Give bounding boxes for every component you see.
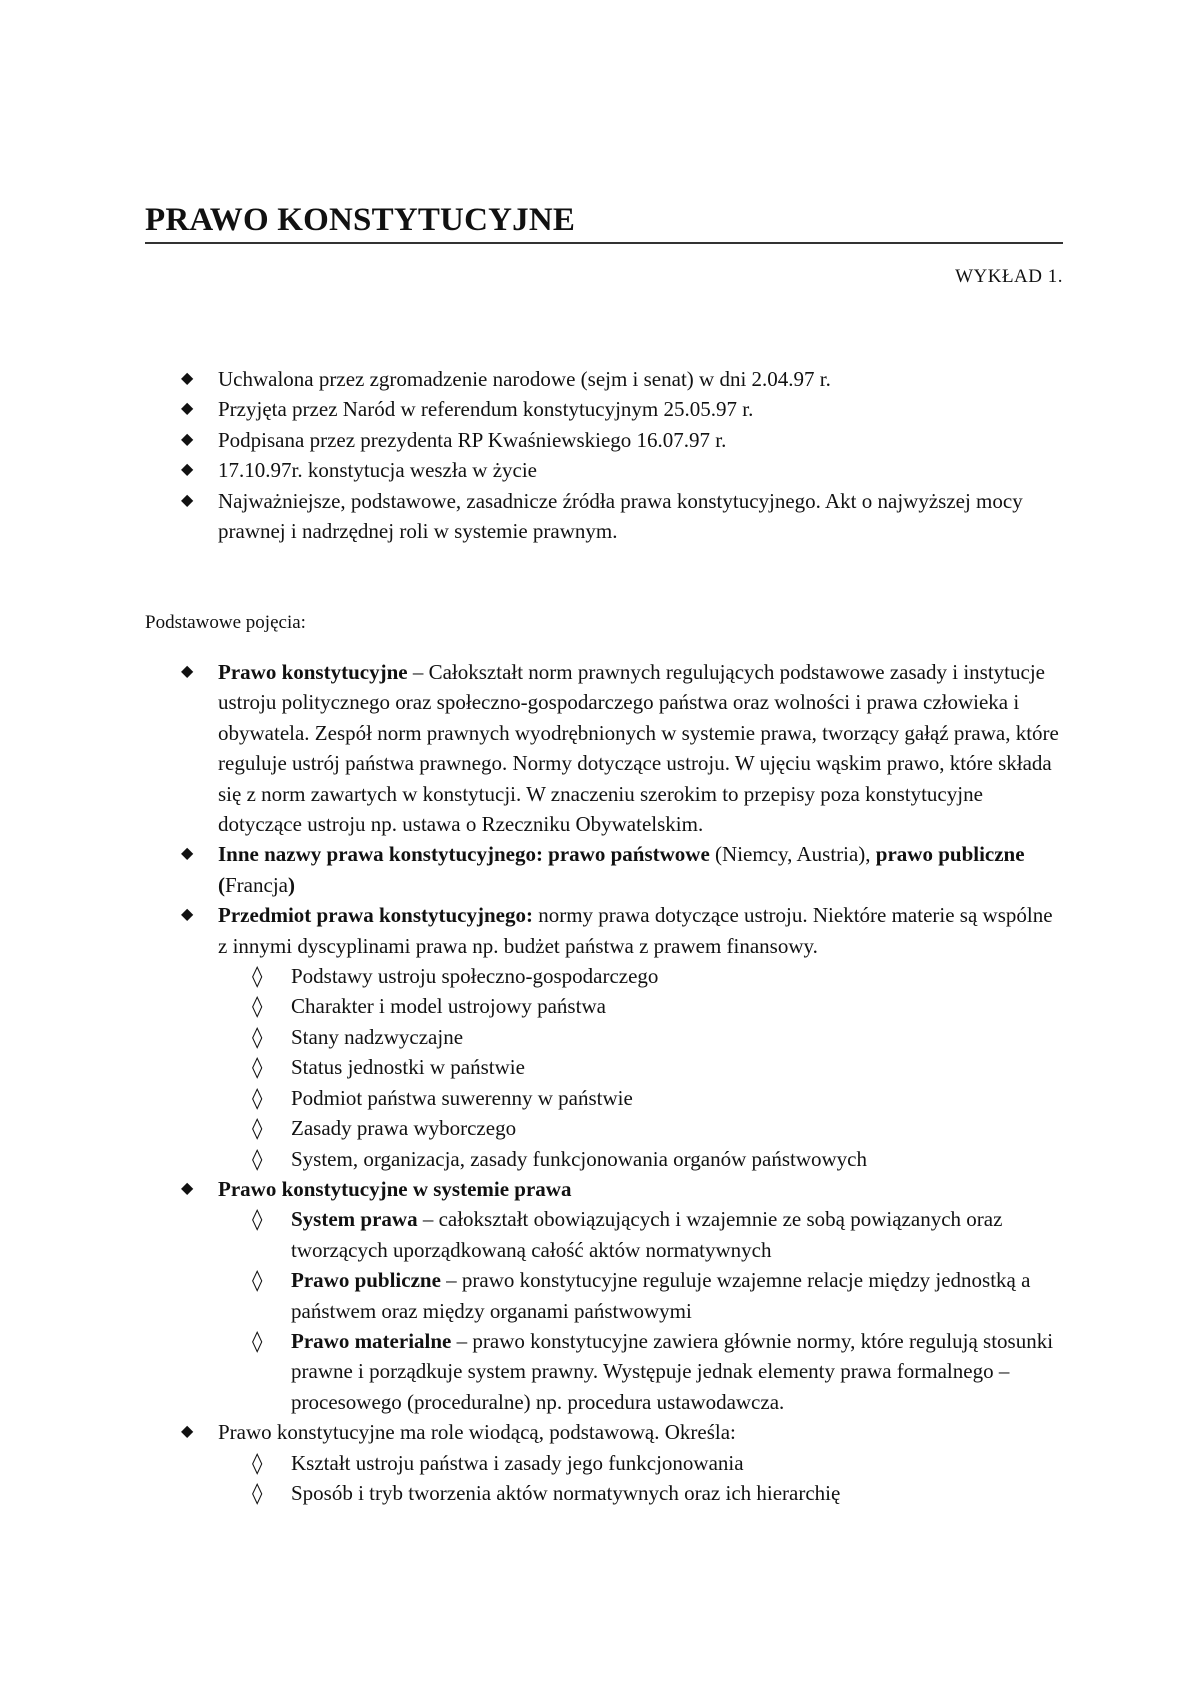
sub-list-item: ◊ System prawa – całokształt obowiązujących i wzajemnie ze sobą powiązanych oraz tworzących uporządkowaną całość aktów normatywnych	[218, 1204, 1067, 1265]
hollow-diamond-icon: ◊	[252, 1328, 263, 1353]
hollow-diamond-icon: ◊	[252, 1146, 263, 1171]
list-item: ◆ Najważniejsze, podstawowe, zasadnicze źródła prawa konstytucyjnego. Akt o najwyższej mocy prawnej i nadrzędnej roli w systemie prawnym.	[145, 486, 1067, 547]
hollow-diamond-icon: ◊	[252, 964, 263, 989]
filled-diamond-icon: ◆	[181, 663, 194, 680]
hollow-diamond-icon: ◊	[252, 1268, 263, 1293]
sub-list-item: ◊ Zasady prawa wyborczego	[218, 1113, 1067, 1143]
concepts-heading: Podstawowe pojęcia:	[145, 612, 306, 633]
filled-diamond-icon: ◆	[181, 400, 194, 418]
sub-list-item: ◊ Prawo publiczne – prawo konstytucyjne reguluje wzajemne relacje między jednostką a państwem oraz między organami państwowymi	[218, 1265, 1067, 1326]
concepts-list	[145, 657, 1067, 1508]
lecture-label: WYKŁAD 1.	[955, 266, 1063, 287]
list-item: ◆ Uchwalona przez zgromadzenie narodowe (sejm i senat) w dni 2.04.97 r.	[145, 364, 1067, 394]
concept-item: ◆ Prawo konstytucyjne – Całokształt norm prawnych regulujących podstawowe zasady i instytucje ustroju politycznego oraz społeczno-gospodarczego państwa oraz wolności i prawa człowieka i obywatela. Zespół norm prawnych wyodrębnionych w systemie prawa, tworzący gałąź prawa, które reguluje ustrój państwa prawnego. Normy dotyczące ustroju. W ujęciu wąskim prawo, które składa się z norm zawartych w konstytucji. W znaczeniu szerokim to przepisy poza konstytucyjne dotyczące ustroju np. ustawa o Rzeczniku Obywatelskim.	[145, 657, 1067, 839]
filled-diamond-icon: ◆	[181, 370, 194, 387]
concept-item: ◆ Przedmiot prawa konstytucyjnego: normy prawa dotyczące ustroju. Niektóre materie są wspólne z innymi dyscyplinami prawa np. budżet państwa z prawem finansowy. ◊ Podstawy ustroju społeczno-gospodarczego ◊ Charakter i model ustrojowy państwa ◊ Stany nadzwyczajne ◊ Status jednostki w państwie ◊ Podmiot państwa suwerenny w państwie ◊ Zasady prawa wyborczego ◊ System, organizacja, zasady funkcjonowania organów państwowych	[145, 900, 1067, 1174]
hollow-diamond-icon: ◊	[252, 1207, 263, 1232]
concept-term: Prawo konstytucyjne	[218, 660, 408, 684]
sub-list-item: ◊ System, organizacja, zasady funkcjonowania organów państwowych	[218, 1144, 1067, 1174]
sub-list-item: ◊ Status jednostki w państwie	[218, 1052, 1067, 1082]
concept-item: ◆ Inne nazwy prawa konstytucyjnego: prawo państwowe (Niemcy, Austria), prawo publiczne (Francja)	[145, 839, 1067, 900]
sub-list-item: ◊ Stany nadzwyczajne	[218, 1022, 1067, 1052]
hollow-diamond-icon: ◊	[252, 994, 263, 1019]
hollow-diamond-icon: ◊	[252, 1480, 263, 1505]
filled-diamond-icon: ◆	[181, 430, 194, 448]
hollow-diamond-icon: ◊	[252, 1116, 263, 1141]
filled-diamond-icon: ◆	[181, 845, 194, 863]
sub-list-item: ◊ Charakter i model ustrojowy państwa	[218, 991, 1067, 1021]
list-item: ◆ Przyjęta przez Naród w referendum konstytucyjnym 25.05.97 r.	[145, 394, 1067, 424]
sub-list-item: ◊ Podstawy ustroju społeczno-gospodarczego	[218, 961, 1067, 991]
list-item: ◆ Podpisana przez prezydenta RP Kwaśniewskiego 16.07.97 r.	[145, 425, 1067, 455]
sub-list	[218, 961, 1067, 1174]
sub-list-item: ◊ Prawo materialne – prawo konstytucyjne zawiera głównie normy, które regulują stosunki prawne i porządkuje system prawny. Występuje jednak elementy prawa formalnego – procesowego (proceduralne) np. procedura ustawodawcza.	[218, 1326, 1067, 1417]
sub-list-item: ◊ Kształt ustroju państwa i zasady jego funkcjonowania	[218, 1448, 1067, 1478]
filled-diamond-icon: ◆	[181, 1423, 194, 1441]
filled-diamond-icon: ◆	[181, 461, 194, 479]
sub-list	[218, 1448, 1067, 1509]
hollow-diamond-icon: ◊	[252, 1024, 263, 1049]
intro-list	[145, 364, 1067, 546]
hollow-diamond-icon: ◊	[252, 1085, 263, 1110]
hollow-diamond-icon: ◊	[252, 1055, 263, 1080]
sub-list-item: ◊ Sposób i tryb tworzenia aktów normatywnych oraz ich hierarchię	[218, 1478, 1067, 1508]
list-item: ◆ 17.10.97r. konstytucja weszła w życie	[145, 455, 1067, 485]
sub-list-item: ◊ Podmiot państwa suwerenny w państwie	[218, 1083, 1067, 1113]
concept-item	[145, 1174, 1067, 1417]
concept-term: Przedmiot prawa konstytucyjnego:	[218, 903, 533, 928]
filled-diamond-icon: ◆	[181, 906, 194, 924]
filled-diamond-icon: ◆	[181, 491, 194, 509]
concept-term: Prawo konstytucyjne w systemie prawa	[218, 1176, 572, 1201]
document-title: PRAWO KONSTYTUCYJNE	[145, 200, 1063, 244]
hollow-diamond-icon: ◊	[252, 1450, 263, 1475]
filled-diamond-icon: ◆	[181, 1179, 194, 1197]
concept-item: ◆ Prawo konstytucyjne ma role wiodącą, podstawową. Określa: ◊ Kształt ustroju państwa i zasady jego funkcjonowania ◊ Sposób i tryb tworzenia aktów normatywnych oraz ich hierarchię	[145, 1417, 1067, 1508]
sub-list	[218, 1204, 1067, 1417]
